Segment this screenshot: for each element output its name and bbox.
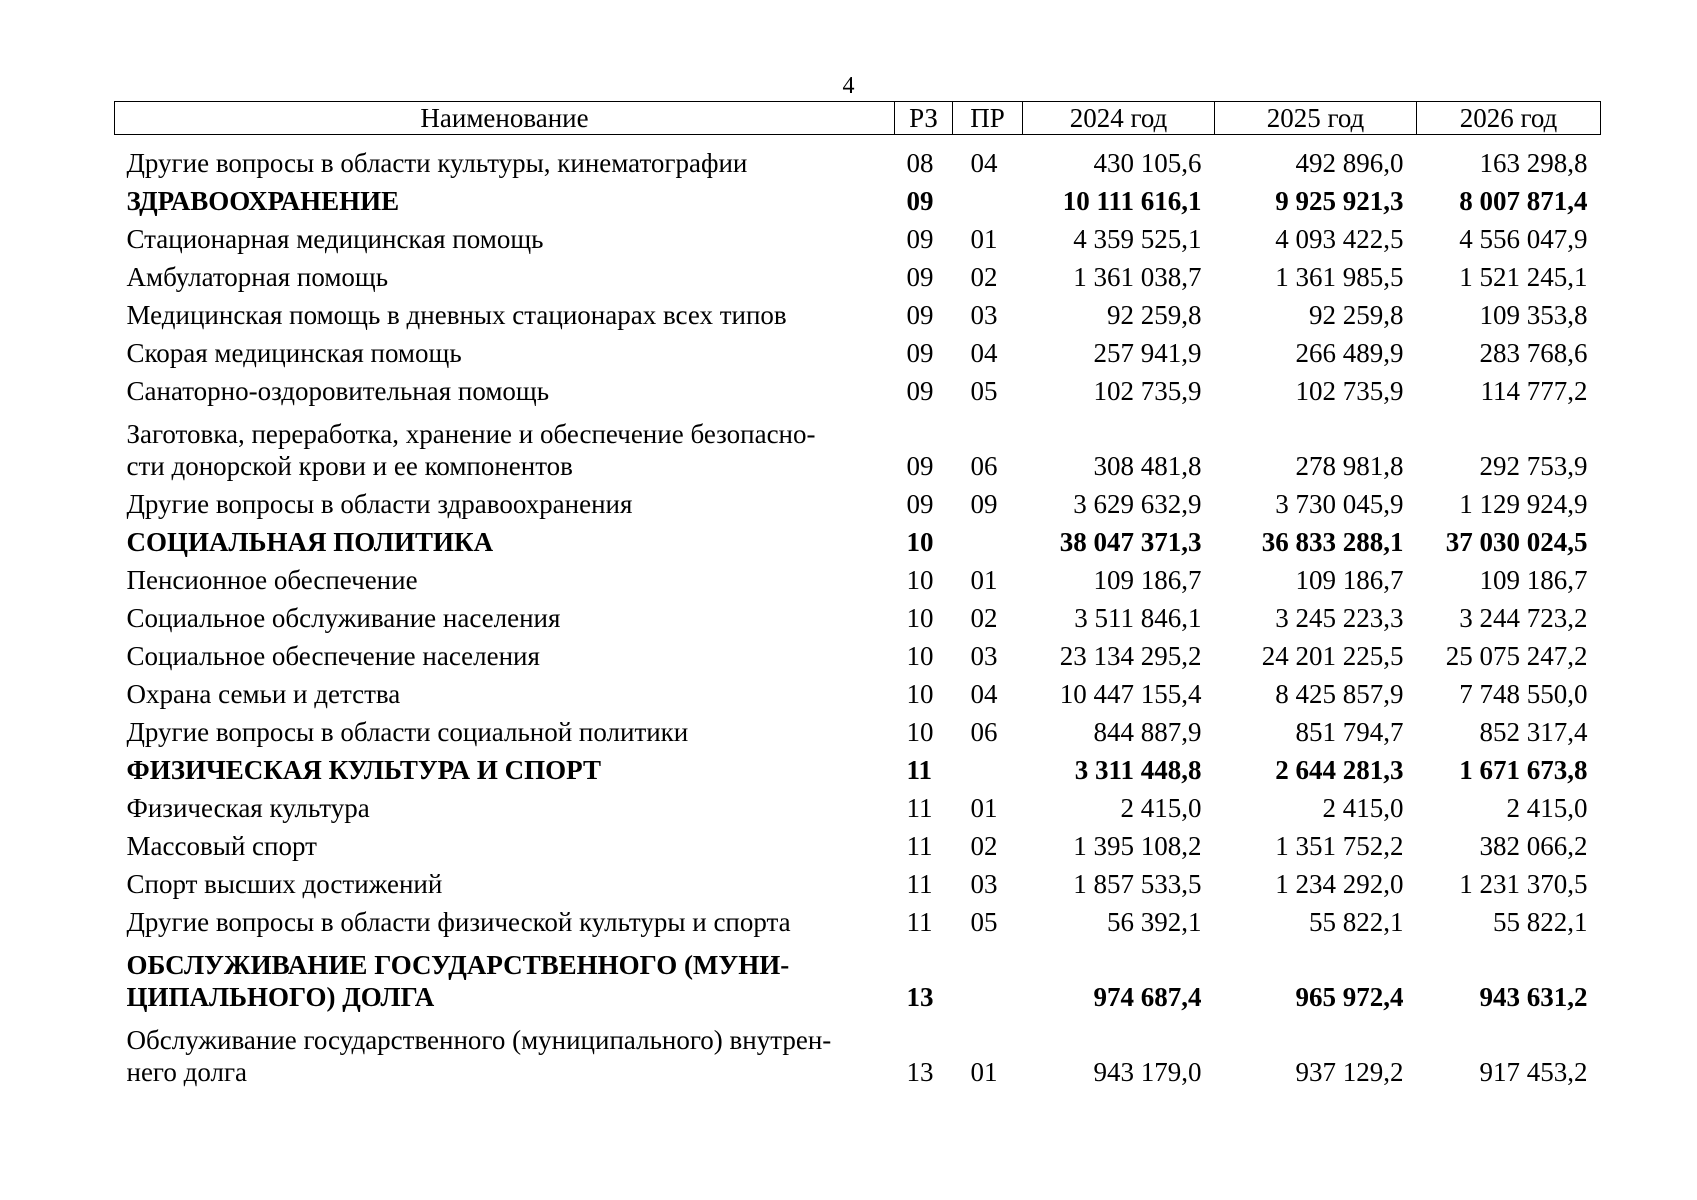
row-name: [115, 407, 895, 482]
row-2024: 1 361 038,7: [1073, 262, 1202, 292]
table-row: [115, 748, 1601, 786]
row-name-line: Охрана семьи и детства: [126, 679, 401, 709]
row-name: [115, 710, 895, 748]
row-pr: [953, 179, 1023, 217]
row-2026: 55 822,1: [1493, 907, 1588, 937]
table-row: [115, 179, 1601, 217]
table-row: [115, 596, 1601, 634]
row-name-line: Медицинская помощь в дневных стационарах всех типов: [126, 300, 787, 330]
row-2025: 3 730 045,9: [1275, 489, 1404, 519]
table-row: [115, 710, 1601, 748]
row-2025: 851 794,7: [1295, 717, 1404, 747]
row-2026: 917 453,2: [1479, 1057, 1588, 1087]
row-name-line: ЦИПАЛЬНОГО) ДОЛГА: [126, 982, 435, 1012]
row-pr: 01: [970, 793, 998, 823]
row-2026: 943 631,2: [1479, 982, 1588, 1012]
row-name: [115, 293, 895, 331]
row-2024: 974 687,4: [1093, 982, 1202, 1012]
row-2026: 852 317,4: [1479, 717, 1588, 747]
row-name: [115, 900, 895, 938]
row-2024: 10 111 616,1: [1062, 186, 1202, 216]
row-rz: 09: [906, 300, 934, 330]
table-row: [115, 369, 1601, 407]
budget-table: [114, 101, 1601, 1088]
row-rz: 09: [906, 224, 934, 254]
row-name: [115, 369, 895, 407]
row-2025: 36 833 288,1: [1261, 527, 1404, 557]
row-name-line: ЗДРАВООХРАНЕНИЕ: [126, 186, 400, 216]
row-2024: 56 392,1: [1107, 907, 1202, 937]
row-2026: 114 777,2: [1480, 376, 1588, 406]
row-2026: 109 186,7: [1479, 565, 1588, 595]
row-rz: 09: [906, 338, 934, 368]
row-2025: 4 093 422,5: [1275, 224, 1404, 254]
table-row: [115, 217, 1601, 255]
row-2026: 37 030 024,5: [1445, 527, 1588, 557]
row-2024: 3 311 448,8: [1074, 755, 1202, 785]
row-pr: 01: [970, 224, 998, 254]
row-rz: 10: [906, 679, 934, 709]
row-2025: 1 234 292,0: [1275, 869, 1404, 899]
page-number: 4: [842, 73, 855, 99]
header-2024: 2024 год: [1023, 102, 1215, 135]
row-rz: 10: [906, 641, 934, 671]
row-pr: 04: [970, 679, 998, 709]
row-2025: 102 735,9: [1295, 376, 1404, 406]
row-pr: 03: [970, 869, 998, 899]
table-row: [115, 293, 1601, 331]
row-name-line: Санаторно-оздоровительная помощь: [126, 376, 550, 406]
row-2026: 8 007 871,4: [1459, 186, 1588, 216]
row-name-line: Физическая культура: [126, 793, 370, 823]
row-2025: 1 361 985,5: [1275, 262, 1404, 292]
table-row: [115, 482, 1601, 520]
row-2026: 3 244 723,2: [1459, 603, 1588, 633]
row-pr: 03: [970, 641, 998, 671]
row-2025: 55 822,1: [1309, 907, 1404, 937]
row-2024: 38 047 371,3: [1059, 527, 1202, 557]
row-2025: 8 425 857,9: [1275, 679, 1404, 709]
row-rz: 11: [906, 831, 933, 861]
row-name: [115, 558, 895, 596]
row-name-line: Другие вопросы в области социальной политики: [126, 717, 689, 747]
row-name-line: Скорая медицинская помощь: [126, 338, 462, 368]
row-rz: 09: [906, 262, 934, 292]
table-row: [115, 135, 1601, 180]
row-name-line: ОБСЛУЖИВАНИЕ ГОСУДАРСТВЕННОГО (МУНИ-: [126, 950, 790, 980]
row-name-line: ФИЗИЧЕСКАЯ КУЛЬТУРА И СПОРТ: [126, 755, 602, 785]
row-name: [115, 634, 895, 672]
row-pr: 02: [970, 831, 998, 861]
row-pr: 01: [970, 565, 998, 595]
row-rz: 08: [906, 148, 934, 178]
row-pr: 06: [970, 717, 998, 747]
row-name-line: СОЦИАЛЬНАЯ ПОЛИТИКА: [126, 527, 494, 557]
row-2024: 308 481,8: [1093, 451, 1202, 481]
row-2024: 257 941,9: [1093, 338, 1202, 368]
row-2025: 2 415,0: [1322, 793, 1404, 823]
row-2024: 2 415,0: [1120, 793, 1202, 823]
row-name: [115, 938, 895, 1013]
row-2025: 92 259,8: [1309, 300, 1404, 330]
row-pr: 04: [970, 148, 998, 178]
row-2026: 292 753,9: [1479, 451, 1588, 481]
row-name: [115, 217, 895, 255]
row-2024: 102 735,9: [1093, 376, 1202, 406]
row-2026: 283 768,6: [1479, 338, 1588, 368]
row-name-line: Другие вопросы в области здравоохранения: [126, 489, 633, 519]
row-name-line: Другие вопросы в области физической культуры и спорта: [126, 907, 791, 937]
row-2026: 25 075 247,2: [1445, 641, 1588, 671]
row-name-line: Пенсионное обеспечение: [126, 565, 418, 595]
row-2026: 163 298,8: [1479, 148, 1588, 178]
row-2024: 10 447 155,4: [1059, 679, 1202, 709]
row-rz: 11: [906, 793, 933, 823]
row-rz: 10: [906, 717, 934, 747]
row-name-line: Массовый спорт: [126, 831, 317, 861]
row-rz: 10: [906, 603, 934, 633]
row-2026: 2 415,0: [1506, 793, 1588, 823]
header-2026: 2026 год: [1417, 102, 1601, 135]
table-row: [115, 672, 1601, 710]
row-pr: 04: [970, 338, 998, 368]
row-rz: 13: [906, 982, 934, 1012]
row-pr: 02: [970, 603, 998, 633]
row-name: [115, 135, 895, 180]
row-2025: 3 245 223,3: [1275, 603, 1404, 633]
row-2026: 382 066,2: [1479, 831, 1588, 861]
row-2026: 1 671 673,8: [1459, 755, 1588, 785]
row-2024: 430 105,6: [1093, 148, 1202, 178]
row-2025: 492 896,0: [1295, 148, 1404, 178]
row-2024: 1 395 108,2: [1073, 831, 1202, 861]
row-name: [115, 179, 895, 217]
row-2026: 4 556 047,9: [1459, 224, 1588, 254]
row-name: [115, 482, 895, 520]
row-2024: 4 359 525,1: [1073, 224, 1202, 254]
row-2026: 1 231 370,5: [1459, 869, 1588, 899]
row-name: [115, 255, 895, 293]
row-pr: 01: [970, 1057, 998, 1087]
row-pr: 03: [970, 300, 998, 330]
row-name-line: сти донорской крови и ее компонентов: [126, 451, 573, 481]
row-name-line: Социальное обеспечение населения: [126, 641, 540, 671]
row-rz: 11: [906, 907, 933, 937]
row-2025: 937 129,2: [1295, 1057, 1404, 1087]
row-name-line: Социальное обслуживание населения: [126, 603, 561, 633]
row-name: [115, 596, 895, 634]
table-row: [115, 331, 1601, 369]
row-2025: 2 644 281,3: [1275, 755, 1404, 785]
row-2024: 92 259,8: [1107, 300, 1202, 330]
row-pr: 06: [970, 451, 998, 481]
row-2025: 266 489,9: [1295, 338, 1404, 368]
table-row: [115, 634, 1601, 672]
header-name: Наименование: [115, 102, 895, 135]
row-2026: 1 521 245,1: [1459, 262, 1588, 292]
row-2025: 278 981,8: [1295, 451, 1404, 481]
row-2025: 109 186,7: [1295, 565, 1404, 595]
header-2025: 2025 год: [1215, 102, 1417, 135]
row-pr: 02: [970, 262, 998, 292]
header-rz: РЗ: [895, 102, 953, 135]
row-name-line: Стационарная медицинская помощь: [126, 224, 544, 254]
table-row: [115, 786, 1601, 824]
row-2025: 965 972,4: [1295, 982, 1404, 1012]
row-rz: 13: [906, 1057, 934, 1087]
row-name: [115, 862, 895, 900]
row-rz: 09: [906, 489, 934, 519]
row-name: [115, 824, 895, 862]
row-name: [115, 786, 895, 824]
row-2025: 1 351 752,2: [1275, 831, 1404, 861]
table-body: [115, 135, 1601, 1089]
row-pr: 05: [970, 907, 998, 937]
table-header: [115, 102, 1601, 135]
row-name-line: Обслуживание государственного (муниципального) внутрен-: [126, 1025, 832, 1055]
row-rz: 10: [906, 565, 934, 595]
table-row: [115, 862, 1601, 900]
row-pr: [953, 748, 1023, 786]
table-row: [115, 407, 1601, 482]
row-name-line: Спорт высших достижений: [126, 869, 443, 899]
row-2025: 9 925 921,3: [1275, 186, 1404, 216]
row-name-line: Заготовка, переработка, хранение и обеспечение безопасно-: [126, 419, 816, 449]
row-2024: 943 179,0: [1093, 1057, 1202, 1087]
row-2024: 1 857 533,5: [1073, 869, 1202, 899]
row-2024: 3 629 632,9: [1073, 489, 1202, 519]
table-row: [115, 558, 1601, 596]
header-pr: ПР: [953, 102, 1023, 135]
row-2024: 109 186,7: [1093, 565, 1202, 595]
row-rz: 09: [906, 451, 934, 481]
row-name: [115, 331, 895, 369]
row-name: [115, 1013, 895, 1088]
row-name: [115, 748, 895, 786]
row-2026: 1 129 924,9: [1459, 489, 1588, 519]
row-name-line: Амбулаторная помощь: [126, 262, 389, 292]
row-pr: 09: [970, 489, 998, 519]
row-2024: 23 134 295,2: [1059, 641, 1202, 671]
row-pr: [953, 520, 1023, 558]
table-row: [115, 520, 1601, 558]
row-name: [115, 672, 895, 710]
row-name-line: Другие вопросы в области культуры, кинематографии: [126, 148, 748, 178]
row-rz: 11: [906, 869, 933, 899]
row-name: [115, 520, 895, 558]
row-rz: 09: [906, 376, 934, 406]
table-row: [115, 1013, 1601, 1088]
row-pr: [953, 938, 1023, 1013]
row-2026: 7 748 550,0: [1459, 679, 1588, 709]
table-row: [115, 900, 1601, 938]
row-rz: 10: [906, 527, 934, 557]
row-rz: 11: [906, 755, 933, 785]
row-rz: 09: [906, 186, 934, 216]
row-2024: 3 511 846,1: [1074, 603, 1202, 633]
table-row: [115, 938, 1601, 1013]
row-2024: 844 887,9: [1093, 717, 1202, 747]
table-row: [115, 824, 1601, 862]
row-name-line: него долга: [126, 1057, 247, 1087]
row-pr: 05: [970, 376, 998, 406]
table-row: [115, 255, 1601, 293]
row-2026: 109 353,8: [1479, 300, 1588, 330]
row-2025: 24 201 225,5: [1261, 641, 1404, 671]
